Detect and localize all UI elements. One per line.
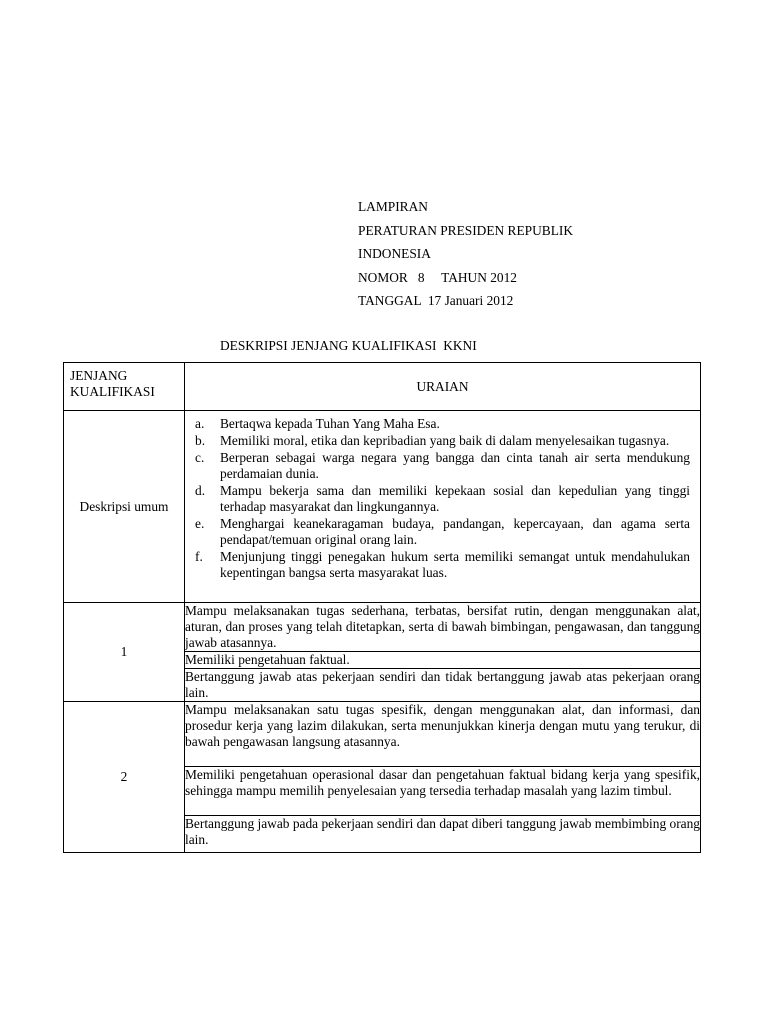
table-row-level-2	[64, 702, 701, 767]
document-title: DESKRIPSI JENJANG KUALIFIKASI KKNI	[220, 338, 477, 353]
list-marker: d.	[195, 483, 206, 498]
level-2-responsibility: Bertanggung jawab pada pekerjaan sendiri dan dapat diberi tanggung jawab membimbing orang lain.	[185, 816, 701, 853]
header-date: TANGGAL 17 Januari 2012	[358, 293, 514, 308]
level-2-knowledge: Memiliki pengetahuan operasional dasar dan pengetahuan faktual bidang kerja yang spesifik, sehingga mampu memilih penyelesaian yang tersedia terhadap masalah yang lazim timbul.	[185, 767, 701, 816]
header-country: INDONESIA	[358, 246, 431, 261]
column-header-description: URAIAN	[185, 363, 701, 411]
column-header-level: JENJANG KUALIFIKASI	[64, 363, 185, 411]
level-1-label: 1	[64, 603, 185, 702]
qualification-table	[63, 362, 701, 853]
level-1-skills: Mampu melaksanakan tugas sederhana, terbatas, bersifat rutin, dengan menggunakan alat, aturan, dan proses yang telah ditetapkan, serta di bawah bimbingan, pengawasan, dan tanggung jawab atasannya.	[185, 603, 700, 650]
list-item	[195, 433, 690, 449]
list-text: Bertaqwa kepada Tuhan Yang Maha Esa.	[220, 416, 440, 431]
table-header-row	[64, 363, 701, 411]
list-text: Memiliki moral, etika dan kepribadian yang baik di dalam menyelesaikan tugasnya.	[220, 433, 670, 448]
list-text: Mampu bekerja sama dan memiliki kepekaan sosial dan kepedulian yang tinggi terhadap masyarakat dan lingkungannya.	[220, 483, 690, 514]
header-regulation: PERATURAN PRESIDEN REPUBLIK	[358, 222, 574, 238]
list-item	[195, 549, 690, 581]
level-1-knowledge: Memiliki pengetahuan faktual.	[185, 652, 701, 669]
list-text: Menghargai keanekaragaman budaya, pandangan, kepercayaan, dan agama serta pendapat/temuan original orang lain.	[220, 516, 690, 547]
list-item	[195, 416, 690, 432]
list-marker: e.	[195, 516, 205, 531]
list-marker: b.	[195, 433, 206, 448]
level-2-label: 2	[64, 702, 185, 853]
header-number-year: NOMOR 8 TAHUN 2012	[358, 269, 517, 285]
header-lampiran: LAMPIRAN	[358, 199, 428, 214]
general-description-cell	[185, 411, 701, 603]
list-text: Berperan sebagai warga negara yang bangga dan cinta tanah air serta mendukung perdamaian dunia.	[220, 450, 690, 481]
document-header	[358, 199, 573, 317]
list-marker: f.	[195, 549, 203, 564]
table-row-general	[64, 411, 701, 603]
level-1-responsibility: Bertanggung jawab atas pekerjaan sendiri dan tidak bertanggung jawab atas pekerjaan orang lain.	[185, 669, 700, 700]
table-row-level-1	[64, 603, 701, 652]
list-text: Menjunjung tinggi penegakan hukum serta memiliki semangat untuk mendahulukan kepentingan bangsa serta masyarakat luas.	[220, 549, 690, 580]
general-description-label: Deskripsi umum	[64, 411, 185, 603]
general-description-list	[185, 411, 700, 586]
list-item	[195, 450, 690, 482]
list-item	[195, 483, 690, 515]
list-item	[195, 516, 690, 548]
list-marker: c.	[195, 450, 205, 465]
list-marker: a.	[195, 416, 205, 431]
level-2-skills: Mampu melaksanakan satu tugas spesifik, dengan menggunakan alat, dan informasi, dan prosedur kerja yang lazim dilakukan, serta menunjukkan kinerja dengan mutu yang terukur, di bawah pengawasan langsung atasannya.	[185, 702, 701, 767]
